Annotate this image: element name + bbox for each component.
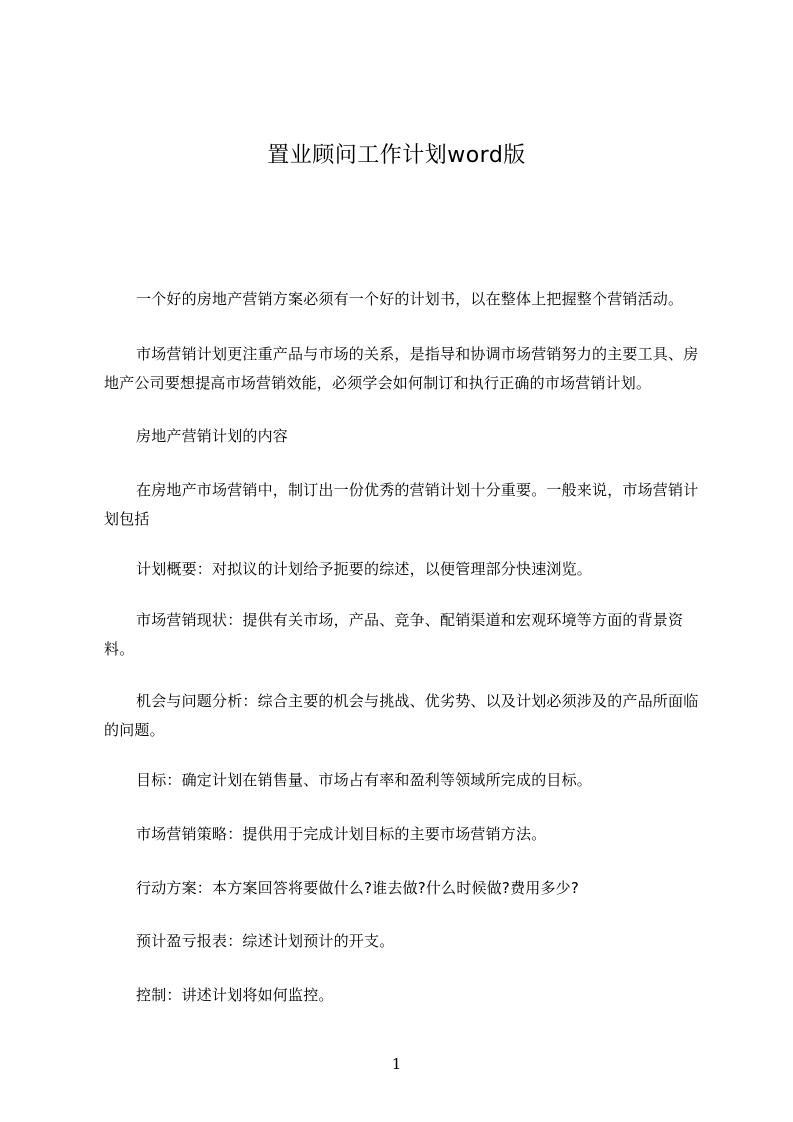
paragraph-control: 控制：讲述计划将如何监控。: [136, 986, 334, 1004]
paragraph-heading-contents: 房地产营销计划的内容: [136, 427, 289, 445]
page-number: 1: [391, 1055, 402, 1073]
paragraph-market-status: 市场营销现状：提供有关市场，产品、竞争、配销渠道和宏观环境等方面的背景资料。: [104, 611, 684, 658]
paragraph-action-plan: 行动方案：本方案回答将要做什么?谁去做?什么时候做?费用多少?: [136, 879, 580, 897]
paragraph-opportunity-analysis: 机会与问题分析：综合主要的机会与挑战、优劣势、以及计划必须涉及的产品所面临的问题。: [104, 692, 699, 739]
document-title: 置业顾问工作计划word版: [267, 143, 526, 168]
paragraph-profit-loss: 预计盈亏报表：综述计划预计的开支。: [136, 932, 395, 950]
paragraph-plan-summary: 计划概要：对拟议的计划给予扼要的综述，以便管理部分快速浏览。: [136, 560, 593, 578]
paragraph-objectives: 目标：确定计划在销售量、市场占有率和盈利等领域所完成的目标。: [136, 771, 593, 789]
paragraph-marketing-plan: 市场营销计划更注重产品与市场的关系，是指导和协调市场营销努力的主要工具、房地产公司要想提高市场营销效能，必须学会如何制订和执行正确的市场营销计划。: [104, 345, 699, 392]
paragraph-strategy: 市场营销策略：提供用于完成计划目标的主要市场营销方法。: [136, 825, 547, 843]
paragraph-intro: 一个好的房地产营销方案必须有一个好的计划书，以在整体上把握整个营销活动。: [136, 290, 684, 308]
paragraph-plan-includes: 在房地产市场营销中，制订出一份优秀的营销计划十分重要。一般来说，市场营销计划包括: [104, 481, 699, 528]
